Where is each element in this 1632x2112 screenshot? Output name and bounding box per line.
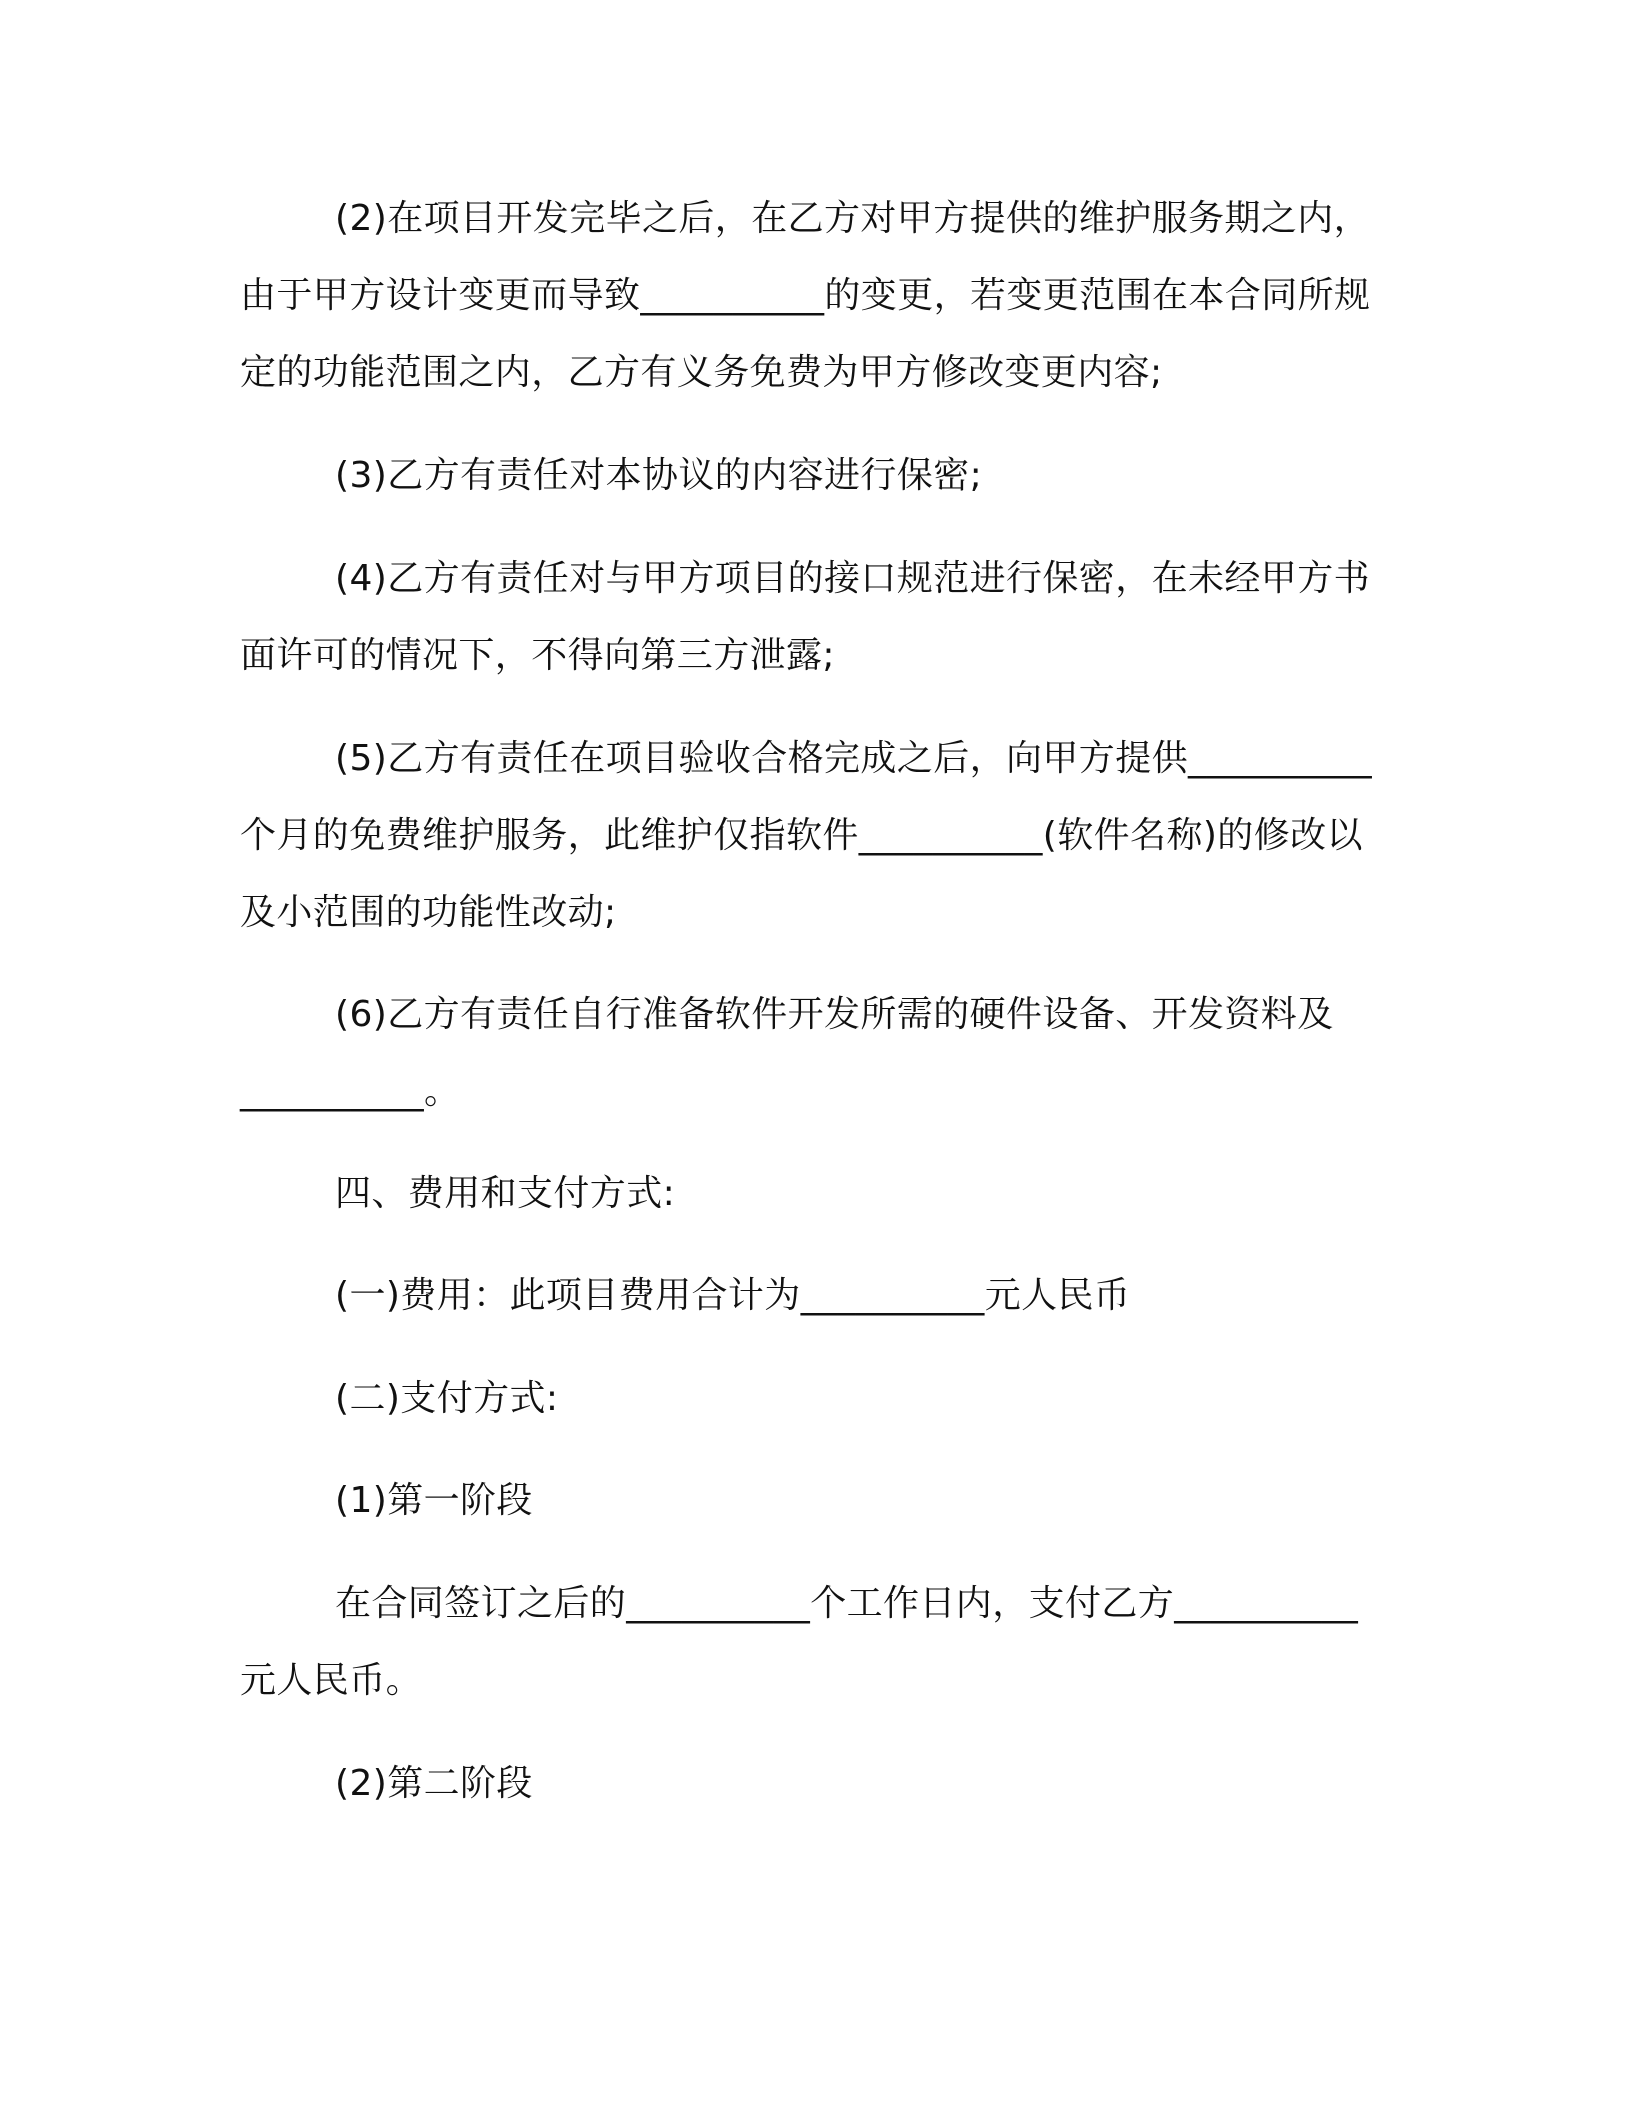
paragraph-stage-1-detail: 在合同签订之后的__________个工作日内，支付乙方__________元人民币。 — [240, 1583, 1359, 1701]
paragraph-payment-method: (二)支付方式: — [335, 1378, 559, 1419]
paragraph-clause-3: (3)乙方有责任对本协议的内容进行保密; — [335, 455, 983, 496]
paragraph-clause-5: (5)乙方有责任在项目验收合格完成之后，向甲方提供__________个月的免费维护服务，此维护仅指软件__________(软件名称)的修改以及小范围的功能性改动; — [240, 738, 1372, 933]
paragraph-clause-4: (4)乙方有责任对与甲方项目的接口规范进行保密，在未经甲方书面许可的情况下，不得向第三方泄露; — [240, 558, 1370, 676]
section-heading-fees: 四、费用和支付方式: — [335, 1173, 676, 1214]
paragraph-fees: (一)费用：此项目费用合计为__________元人民币 — [335, 1275, 1131, 1316]
paragraph-stage-2: (2)第二阶段 — [335, 1763, 533, 1804]
paragraph-stage-1: (1)第一阶段 — [335, 1480, 533, 1521]
paragraph-clause-6: (6)乙方有责任自行准备软件开发所需的硬件设备、开发资料及__________。 — [240, 994, 1334, 1112]
paragraph-clause-2: (2)在项目开发完毕之后，在乙方对甲方提供的维护服务期之内，由于甲方设计变更而导致__________的变更，若变更范围在本合同所规定的功能范围之内，乙方有义务免费为甲方修改变更内容; — [240, 198, 1371, 393]
